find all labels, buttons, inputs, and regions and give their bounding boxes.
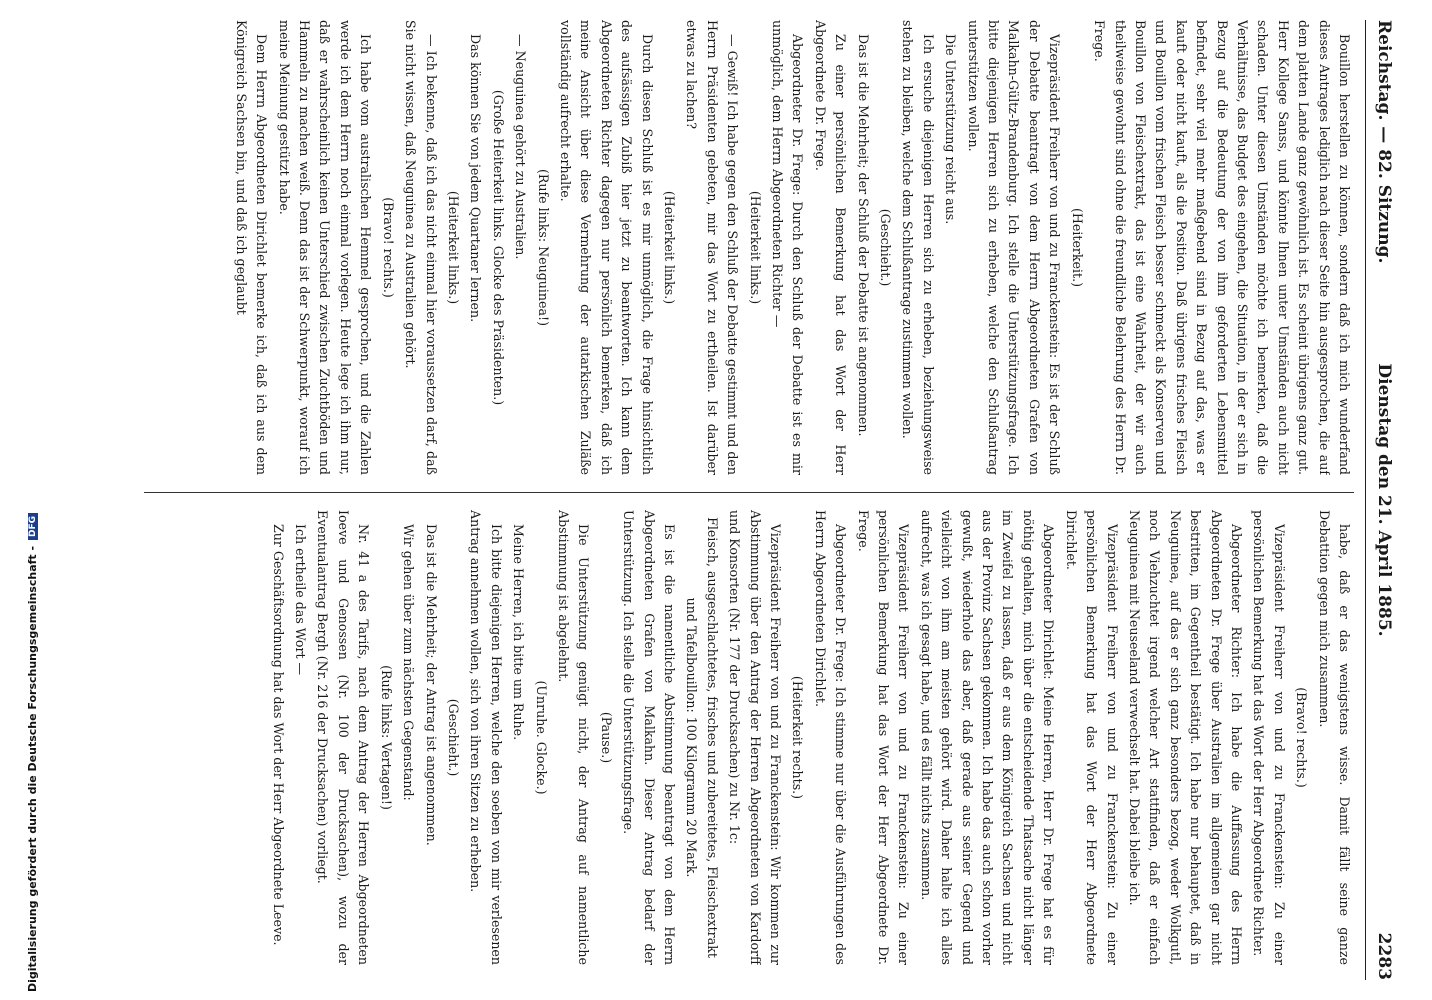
paragraph: Dem Herrn Abgeordneten Dirichlet bemerke ich, daß ich aus dem Königreich Sachsen bin, und daß ich geglaubt [233,20,270,475]
paragraph: (Rufe links: Neuguinea!) [535,169,551,326]
paragraph: Nr. 41 a des Tarifs, nach dem Antrag der Herren Abgeordneten Ioeve und Genossen (Nr. 100 der Drucksachen), wozu der Eventualantrag Bergh (Nr. 216 der Drucksachen) vorliegt. [315,510,372,965]
paragraph: Die Unterstützung genügt nicht, der Antrag auf namentliche Abstimmung ist abgelehnt. [555,510,592,965]
paragraph: Vizepräsident Freiherr von und zu Franckenstein: Zu einer persönlichen Bemerkung hat das Wort der Herr Abgeordnete Dr. Frege. [855,510,912,965]
paragraph: Ich ertheile das Wort — [293,524,309,676]
column-divider [144,492,1354,493]
paragraph: Abgeordneter Dirichlet: Meine Herren, Herr Dr. Frege hat es für nöthig gehalten, mich über die entscheidende Thatsache nicht länger im Zweifel zu lassen, daß er aus dem Königreich Sachsen und nicht aus der Provinz Sachsen gekommen. Ich habe das auch schon vorher gewußt, wiederhole das aber, daß gerade aus seiner Gegend und vielleicht von ihm am meisten gehört wird. Daher halte ich alles aufrecht, was ich gesagt habe, und es fällt nichts zusammen. [918,510,1057,965]
paragraph: Das ist die Mehrheit; der Schluß der Debatte ist angenommen. [855,34,871,437]
paragraph: Die Unterstützung reicht aus. [943,34,959,225]
paragraph: (Große Heiterkeit links. Glocke des Präsidenten.) [490,89,506,406]
paragraph: Vizepräsident Freiherr von und zu Franckenstein: Zu einer persönlichen Bemerkung hat das Wort der Herr Abgeordnete Richter. [1251,510,1287,965]
digitization-footer [6,2,39,992]
paragraph: Das ist die Mehrheit; der Antrag ist angenommen. [423,524,439,846]
paragraph: (Bravo! rechts.) [1294,687,1310,788]
paragraph: — Gewiß! Ich habe gegen den Schluß der Debatte gestimmt und den Herrn Präsidenten gebeten, mir das Wort zu ertheilen. Ist darüber etwas zu lachen? [684,20,741,475]
paragraph: Meine Herren, ich bitte um Ruhe. [511,524,527,741]
paragraph: Abgeordneter Dr. Frege: Ich stimme nur über die Ausführungen des Herrn Abgeordneten Dirichlet. [812,510,849,965]
paragraph: — Ich bekenne, daß ich das nicht einmal hier voraussetzen darf, daß Sie nicht wissen, daß Neuguinea zu Australien gehört. [403,20,439,475]
paragraph: Es ist die namentliche Abstimmung beantragt von dem Herrn Abgeordneten Grafen von Malkahn. Dieser Antrag bedarf der Unterstützung. Ich stelle die Unterstützungsfrage. [621,510,677,965]
paragraph: Durch diesen Schluß ist es mir unmöglich, die Frage hinsichtlich des aufsässigen Zubiß hier jetzt zu beantworten. Ich kann dem Abgeordneten Richter dagegen nur persönlich bemerken, daß ich meine Ansicht über diese Vermehrung der autarkischen Zuläße vollständig aufrecht erhalte. [557,20,655,475]
paragraph: Abgeordneter Richter: Ich habe die Auffassung des Herrn Abgeordneten Dr. Frege über Australien im allgemeinen gar nicht bestritten, im Gegentheil bestätigt. Ich habe nur behauptet, daß in Neuguinea, auf das er sich ganz besonders bezog, weder Wolkgutl, noch Viehzuchtet irgend welcher Art stattfinden, daß er einfach Neuguinea mit Neuseeland verwechselt hat. Dabei bleibe ich. [1126,510,1244,965]
paragraph: (Geschieht.) [878,208,894,287]
header-session: Reichstag. — 82. Sitzung. [1374,20,1394,264]
paragraph: Vizepräsident Freiherr von und zu Franckenstein: Es ist der Schluß der Debatte beantragt von dem Herrn Abgeordneten Grafen von Malkahn-Gültz-Brandenburg. Ich stelle die Unterstützungsfrage. Ich bitte diejenigen Herren sich zu erheben, welche den Schlußantrag unterstützen wollen. [965,20,1063,475]
paragraph: (Heiterkeit.) [1069,208,1085,287]
paragraph: — Neuguinea gehört zu Australien. [513,34,529,260]
paragraph: (Heiterkeit links.) [662,190,677,305]
dfg-logo: DFG [28,513,38,540]
paragraph: Ich habe vom australischen Hemmel gesprochen, und die Zahlen werde ich dem Herrn noch einmal vorlegen. Heute lege ich ihm nur, daß er wahrscheinlich keinen Unterschied zwischen Zuchtböden und Hammeln zu machen weiß. Denn das ist der Schwerpunkt, worauf ich meine Meinung gestützt habe. [276,20,374,475]
paragraph: (Unruhe. Glocke.) [533,680,549,795]
paragraph: Fleisch, ausgeschlachtetes, frisches und zubereitetes, Fleischextrakt und Tafelbouillon: 100 Kilogramm 20 Mark. [684,517,720,958]
footer-text: Digitalisierung gefördert durch die Deutsche Forschungsgemeinschaft - [26,545,39,992]
page-header [1365,20,1400,980]
paragraph: (Geschieht.) [445,698,461,777]
paragraph: (Heiterkeit rechts.) [790,675,806,800]
rotated-page-content [100,20,1400,980]
paragraph: Ich ersuche diejenigen Herren sich zu erheben, beziehungsweise stehen zu bleiben, welche dem Schlußantrage zustimmen wollen. [900,20,936,475]
paragraph: Das können Sie von jedem Quartaner lernen. [468,34,484,323]
header-date: Dienstag den 21. April 1885. [1374,363,1394,637]
paragraph: (Bravo! rechts.) [380,197,396,298]
paragraph: (Heiterkeit links.) [747,190,763,305]
paragraph: Wir gehen über zum nächsten Gegenstand: [401,524,417,801]
paragraph: habe, daß er das wenigstens wisse. Damit fällt seine ganze Debattion gegen mich zusammen. [1316,510,1352,965]
paragraph: Vizepräsident Freiherr von und zu Franckenstein: Zu einer persönlichen Bemerkung hat das Wort der Herr Abgeordnete Dirichlet. [1063,510,1120,965]
paragraph: (Pause.) [598,711,614,764]
paragraph: Abgeordneter Dr. Frege: Durch den Schluß der Debatte ist es mir unmöglich, dem Herrn Abgeordneten Richter — [770,20,806,475]
paragraph: Bouillon herstellen zu können, sondern daß ich mich wunderfand dieses Antrages lediglich nach dieser Seite hin ausgesprochen, die auf dem platten Lande ganz gewöhnlich ist. Es scheint übrigens ganz gut. Herr Kollege Sanss, und könnte Ihnen unter Umständen auch nicht schaden. Unter diesen Umständen möchte ich bemerken, daß die Verhältnisse, das Budget des eingehen, die Situation, in der er sich in Bezug auf die Bedeutung der von ihm geforderten Lebensmittel befindet, sehr viel mehr maßgebend sind in Bezug auf das, was er kauft oder nicht kauft, als die Position. Daß übrigens frisches Fleisch und Bouillon vom frischen Fleisch besser schmeckt als Konserven und Bouillon von Fleischextrakt, das ist eine Wahrheit, der wir auch theilweise gewohnt sind ohne die freundliche Belehrung des Herrn Dr. Frege. [1092,20,1352,475]
paragraph: (Rufe links: Vertagen!) [378,665,394,810]
left-column [114,20,1354,475]
paragraph: Zu einer persönlichen Bemerkung hat das Wort der Herr Abgeordnete Dr. Frege. [812,20,849,475]
right-column [114,510,1354,965]
paragraph: Zur Geschäftsordnung hat das Wort der Herr Abgeordnete Leeve. [270,524,286,946]
page-number: 2283 [1374,932,1394,980]
paragraph: Vizepräsident Freiherr von und zu Franckenstein: Wir kommen zur Abstimmung über den Antrag der Herren Abgeordneten von Kardorff und Konsorten (Nr. 177 der Drucksachen) zu Nr. 1c: [727,510,784,965]
paragraph: Ich bitte diejenigen Herren, welche den soeben von mir verlesenen Antrag annehmen wollen, sich von ihren Sitzen zu erheben. [468,510,504,965]
paragraph: (Heiterkeit links.) [445,190,461,305]
